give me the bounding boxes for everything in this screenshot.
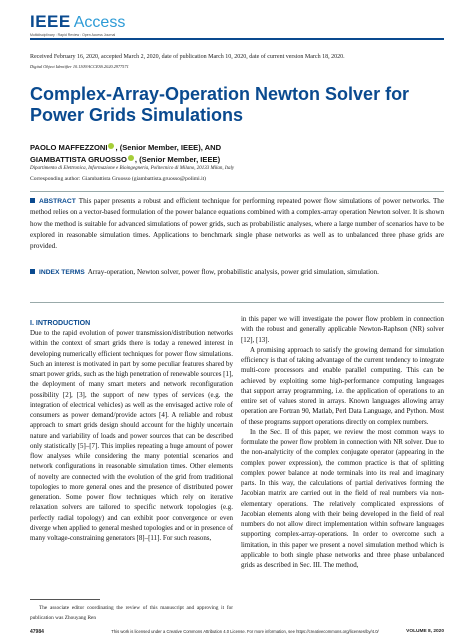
volume-label: VOLUME 8, 2020 xyxy=(406,629,444,634)
index-terms-text: Array-operation, Newton solver, power flow, probabilistic analysis, power grid simulation, simulation. xyxy=(87,268,379,276)
logo-tagline: Multidisciplinary : Rapid Review : Open Access Journal xyxy=(30,33,116,37)
author-line-1 xyxy=(30,142,410,154)
body-paragraph: Due to the rapid evolution of power transmission/distribution networks within the context of smart grids there is today a renewed interest in developing numerically efficient techniques for power flow simulations. Such an interest is motivated in part by some peculiar features shared by smart power grids, such as the high penetration of renewable sources [1], the deployment of many smart meters and network reconfiguration possibility [2], [3], the support of new types of services (e.g. the integration of electrical vehicles) as well as the envisaged active role of consumers as power demand/provide actors [4]. A reliable and robust approach to smart grids design should account for the highly uncertain nature and variability of loads and power sources that can be described only statistically [5]–[7]. This implies repeating a huge amount of power flow analyses while considering the many potential scenarios and network configurations in reasonable simulation times. Other elements of novelty are connected with the evolution of the grid from traditional topologies to more general ones and the presence of distributed power generation. Some power flow techniques which rely on iterative relaxation solvers are tailored to specific network topologies (e.g. perfectly radial topology) and can exhibit poor convergence or even diverge when applied to general meshed topologies and or in presence of many voltage-constraining generators [8]–[11]. For such reasons, xyxy=(30,329,233,542)
body-paragraph: In the Sec. II of this paper, we review the most common ways to formulate the power flow problem in connection with NR solver. Due to the non-analyticity of the complex conjugate operator (appearing in the complex power expression), the common practice is that of splitting complex power balance at node terminals into its real and imaginary parts. In this way, the calculations of partial derivatives forming the Jacobian matrix are carried out in the field of real numbers via non-elementary operations. The relatively complicated expressions of Jacobian elements along with their being developed in the field of real numbers do not allow direct implementation within software languages supporting complex-array-operations. In order to overcome such a limitation, in this paper we present a novel simulation method which is applicable to both single phase networks and three phase unbalanced grids as described in Sec. III. The method, xyxy=(241,427,444,569)
journal-logo xyxy=(30,12,125,34)
abstract-text: This paper presents a robust and efficient technique for performing repeated power flow simulations of power networks. The method relies on a vector-based formulation of the power balance equations combined with a complex-array operation Newton solver. It is shown how the method is suitable for advanced simulations of power grids, such as probabilistic analyses, where a large number of scenarios have to be explored in reasonable simulation times. Applications to benchmark single phase networks as well as to unbalanced three phase grids are provided. xyxy=(30,197,444,251)
page-number: 47984 xyxy=(30,629,44,635)
doi: Digital Object Identifier 10.1109/ACCESS.2020.2977571 xyxy=(30,64,129,69)
corresponding-author: Corresponding author: Giambattista Gruosso (giambattista.gruosso@polimi.it) xyxy=(30,176,207,182)
author-name-2: GIAMBATTISTA GRUOSSO xyxy=(30,154,127,164)
footnote-rule xyxy=(30,599,100,600)
body-paragraph: A promising approach to satisfy the growing demand for simulation efficiency is that of taking advantage of the current tendency to integrate multi-core processors and enable parallel computing. This can be achieved by exploiting some high-performance computing languages that support array programming, i.e. the application of operations to an entire set of values stored in arrays. Known languages allowing array operation are Fortran 90, Matlab, Perl Data Language, and Python. Most of these programs support operations directly on complex numbers. xyxy=(241,345,444,426)
right-column xyxy=(241,314,444,570)
author-suffix-1: , (Senior Member, IEEE), AND xyxy=(115,143,222,152)
abstract-marker-icon xyxy=(30,198,35,203)
affiliation: Dipartimento di Elettronica, Informazione e Bioingegneria, Politecnico di Milano, 20133 Milan, Italy xyxy=(30,166,235,171)
logo-access-text: Access xyxy=(73,14,126,31)
abstract xyxy=(30,196,444,252)
orcid-icon[interactable] xyxy=(128,155,134,161)
publication-dates: Received February 16, 2020, accepted March 2, 2020, date of publication March 10, 2020, date of current version March 18, 2020. xyxy=(30,54,345,60)
footnote: The associate editor coordinating the review of this manuscript and approving it for publication was Zhouyang Ren xyxy=(30,605,233,621)
index-terms-marker-icon xyxy=(30,269,35,274)
body-paragraph: in this paper we will investigate the power flow problem in connection with the robust and generally applicable Newton-Raphson (NR) solver [12], [13]. xyxy=(241,315,444,344)
page-footer xyxy=(30,629,444,637)
section-heading: I. INTRODUCTION xyxy=(30,319,91,327)
author-list xyxy=(30,142,410,166)
header-rule xyxy=(30,38,444,40)
author-suffix-2: , (Senior Member, IEEE) xyxy=(134,154,221,164)
logo-ieee-text: IEEE xyxy=(30,12,71,31)
paper-title: Complex-Array-Operation Newton Solver for Power Grids Simulations xyxy=(30,84,410,125)
author-name-1: PAOLO MAFFEZZONI xyxy=(30,143,108,152)
author-line-2 xyxy=(30,154,410,166)
left-column xyxy=(30,318,233,543)
divider xyxy=(30,302,444,303)
orcid-icon[interactable] xyxy=(108,143,114,149)
license-note[interactable]: This work is licensed under a Creative Commons Attribution 4.0 License. For more information, see https://creativecommons.org/licenses/by/4.0/ xyxy=(111,629,379,634)
abstract-label: ABSTRACT xyxy=(39,198,76,205)
index-terms xyxy=(30,267,444,278)
divider xyxy=(30,191,444,192)
index-terms-label: INDEX TERMS xyxy=(39,269,85,276)
